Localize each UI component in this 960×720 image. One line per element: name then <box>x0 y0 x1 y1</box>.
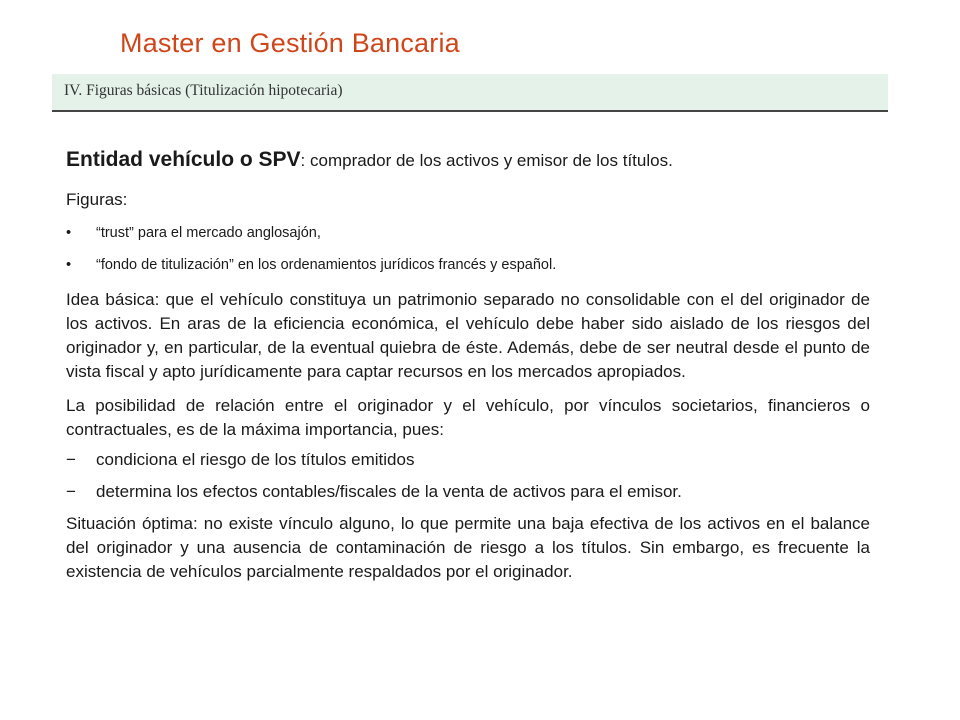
list-item <box>66 480 870 504</box>
section-band <box>52 74 888 112</box>
list-item <box>66 224 870 242</box>
list-item-text: “trust” para el mercado anglosajón, <box>96 225 321 241</box>
list-item <box>66 256 870 274</box>
section-subtitle: IV. Figuras básicas (Titulización hipotecaria) <box>64 82 343 99</box>
heading-rest: : comprador de los activos y emisor de los títulos. <box>300 151 673 170</box>
list-item <box>66 448 870 472</box>
figuras-list <box>66 224 870 274</box>
idea-paragraph: Idea básica: que el vehículo constituya un patrimonio separado no consolidable con el del originador de los activos. En aras de la eficiencia económica, el vehículo debe haber sido aislado de los riesgos del originador y, en particular, de la eventual quiebra de éste. Además, debe de ser neutral desde el punto de vista fiscal y apto jurídicamente para captar recursos en los mercados apropiados. <box>66 290 870 381</box>
effects-list <box>66 448 870 504</box>
heading-bold: Entidad vehículo o SPV <box>66 148 301 171</box>
list-item-text: “fondo de titulización” en los ordenamientos jurídicos francés y español. <box>96 257 557 273</box>
dash-marker: − <box>66 482 76 501</box>
list-item-text: determina los efectos contables/fiscales de la venta de activos para el emisor. <box>96 482 682 501</box>
page-title: Master en Gestión Bancaria <box>120 28 460 58</box>
relacion-paragraph: La posibilidad de relación entre el originador y el vehículo, por vínculos societarios, financieros o contractuales, es de la máxima importancia, pues: <box>66 396 870 439</box>
slide-content <box>66 148 870 584</box>
dash-marker: − <box>66 450 76 469</box>
figuras-label: Figuras: <box>66 190 128 209</box>
main-heading <box>66 148 870 172</box>
situacion-paragraph: Situación óptima: no existe vínculo alguno, lo que permite una baja efectiva de los activos en el balance del originador y una ausencia de contaminación de riesgo a los títulos. Sin embargo, es frecuente la existencia de vehículos parcialmente respaldados por el originador. <box>66 514 870 581</box>
bullet-marker: • <box>66 225 72 241</box>
bullet-marker: • <box>66 257 72 273</box>
list-item-text: condiciona el riesgo de los títulos emitidos <box>96 450 415 469</box>
